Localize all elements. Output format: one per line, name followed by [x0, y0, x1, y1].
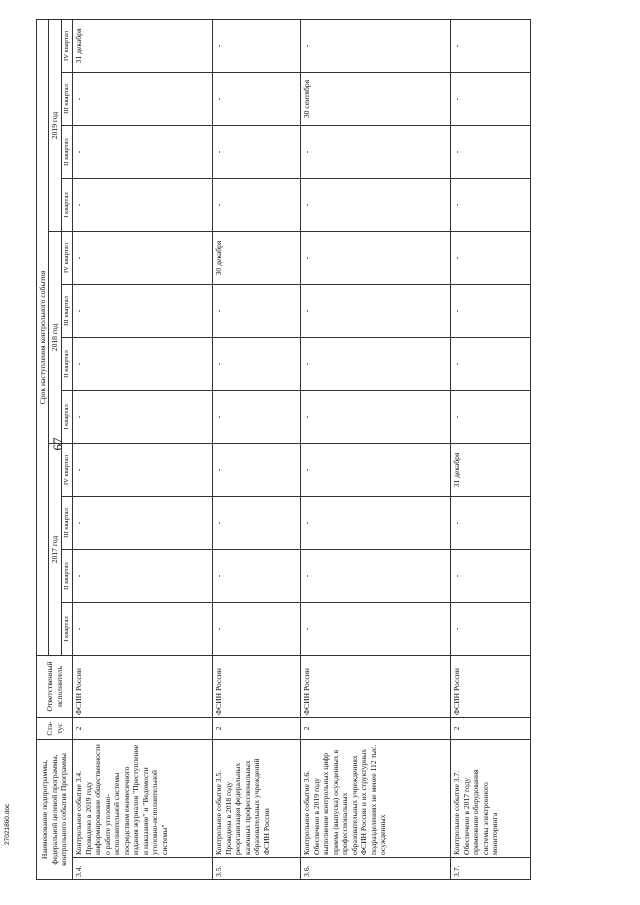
table-row — [301, 19, 451, 879]
row-cell: 31 декабря — [73, 19, 213, 72]
row-cell: - — [301, 125, 451, 178]
row-name: Контрольное событие 3.7. Обеспечено в 2017 году применение оборудования системы электронного мониторинга — [451, 739, 531, 857]
row-cell: - — [213, 443, 301, 496]
header-quarter: IV квартал — [61, 443, 72, 496]
row-number: 3.5. — [213, 858, 301, 880]
row-cell: - — [301, 178, 451, 231]
header-quarter: I квартал — [61, 178, 72, 231]
row-cell: - — [451, 72, 531, 125]
row-cell: 31 декабря — [451, 443, 531, 496]
header-quarter: III квартал — [61, 284, 72, 337]
row-cell: 30 сентября — [301, 72, 451, 125]
header-quarter: II квартал — [61, 337, 72, 390]
rotated-table-container — [36, 20, 576, 880]
footer-file-code: 27021860.doc — [4, 803, 11, 845]
row-cell: - — [213, 19, 301, 72]
header-quarter: II квартал — [61, 125, 72, 178]
table-row — [73, 19, 213, 879]
row-status: 2 — [451, 717, 531, 739]
row-cell: - — [301, 231, 451, 284]
row-cell: - — [73, 284, 213, 337]
row-cell: - — [213, 496, 301, 549]
row-cell: 30 декабря — [213, 231, 301, 284]
row-responsible: ФСИН России — [213, 655, 301, 717]
row-cell: - — [301, 549, 451, 602]
row-cell: - — [451, 390, 531, 443]
row-cell: - — [73, 72, 213, 125]
row-status: 2 — [301, 717, 451, 739]
table-row — [213, 19, 301, 879]
row-number: 3.6. — [301, 858, 451, 880]
row-cell: - — [301, 602, 451, 655]
row-name: Контрольное событие 3.6. Обеспечено в 2019 году выполнение контрольных цифр приема (выпуска) осужденных в профессиональных образовательных учреждениях ФСИН России и их структурных подразделениях не менее 112 тыс. осужденных — [301, 739, 451, 857]
row-cell: - — [451, 231, 531, 284]
row-cell: - — [451, 602, 531, 655]
row-cell: - — [301, 19, 451, 72]
row-status: 2 — [73, 717, 213, 739]
header-year-2017: 2017 год — [49, 443, 61, 655]
row-cell: - — [73, 602, 213, 655]
row-cell: - — [451, 125, 531, 178]
row-cell: - — [301, 337, 451, 390]
row-cell: - — [213, 125, 301, 178]
header-status: Ста-тус — [37, 717, 73, 739]
row-cell: - — [451, 496, 531, 549]
row-cell: - — [73, 496, 213, 549]
header-quarter: II квартал — [61, 549, 72, 602]
row-cell: - — [213, 337, 301, 390]
row-cell: - — [301, 284, 451, 337]
row-cell: - — [213, 602, 301, 655]
table-row — [451, 19, 531, 879]
row-number: 3.4. — [73, 858, 213, 880]
row-responsible: ФСИН России — [73, 655, 213, 717]
header-year-2018: 2018 год — [49, 231, 61, 443]
header-quarter: IV квартал — [61, 231, 72, 284]
row-cell: - — [73, 231, 213, 284]
row-cell: - — [73, 178, 213, 231]
row-status: 2 — [213, 717, 301, 739]
header-responsible: Ответственный исполнитель — [37, 655, 73, 717]
header-year-2019: 2019 год — [49, 19, 61, 231]
row-cell: - — [451, 337, 531, 390]
row-number: 3.7. — [451, 858, 531, 880]
row-cell: - — [301, 390, 451, 443]
control-events-table — [36, 19, 531, 880]
row-cell: - — [451, 549, 531, 602]
header-deadline: Срок наступления контрольного события — [37, 19, 49, 655]
page-number: 67 — [50, 437, 65, 451]
row-cell: - — [301, 443, 451, 496]
header-quarter: I квартал — [61, 390, 72, 443]
row-cell: - — [213, 549, 301, 602]
header-name: Наименование подпрограммы, федеральной целевой программы, контрольного события Программы — [37, 739, 73, 879]
row-responsible: ФСИН России — [451, 655, 531, 717]
row-cell: - — [73, 337, 213, 390]
row-cell: - — [73, 443, 213, 496]
row-cell: - — [451, 284, 531, 337]
row-cell: - — [213, 72, 301, 125]
header-quarter: I квартал — [61, 602, 72, 655]
row-cell: - — [451, 19, 531, 72]
row-name: Контрольное событие 3.4. Проведено в 2019 году информирование общественности о работе уголовно-исполнительной системы посредством ежемесячного издания журналов "Преступление и наказание" и "Ведомости уголовно-исполнительной системы" — [73, 739, 213, 857]
header-quarter: III квартал — [61, 496, 72, 549]
row-name: Контрольное событие 3.5. Проведена в 2018 году реорганизация федеральных казенных профессиональных образовательных учреждений ФСИН России — [213, 739, 301, 857]
header-quarter: IV квартал — [61, 19, 72, 72]
row-responsible: ФСИН России — [301, 655, 451, 717]
row-cell: - — [73, 125, 213, 178]
header-quarter: III квартал — [61, 72, 72, 125]
row-cell: - — [213, 390, 301, 443]
row-cell: - — [73, 390, 213, 443]
row-cell: - — [451, 178, 531, 231]
row-cell: - — [213, 178, 301, 231]
row-cell: - — [73, 549, 213, 602]
row-cell: - — [301, 496, 451, 549]
row-cell: - — [213, 284, 301, 337]
